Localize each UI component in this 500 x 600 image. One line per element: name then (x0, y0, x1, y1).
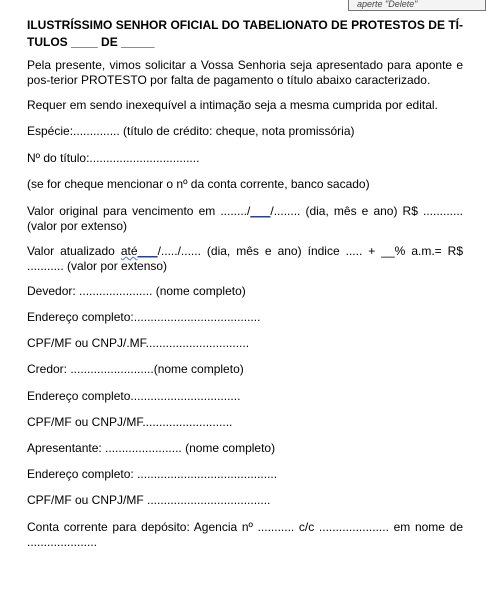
endereco-credor-field: Endereço completo................................. (27, 389, 241, 403)
valor-atualizado-pre: Valor atualizado (27, 244, 121, 258)
cpf-devedor-field: CPF/MF ou CNPJ/.MF............................... (27, 336, 250, 350)
valor-atualizado-field (27, 244, 467, 274)
intro-paragraph: Pela presente, vimos solicitar a Vossa Senhoria seja apresentado para aponte e pos-terior PROTESTO por falta de pagamento o título abaixo caracterizado. (27, 58, 467, 87)
valor-atualizado-post: /...../...... (dia, mês e ano) índice ..... + __% a.m.= R$ ........... (valor por extenso) (27, 244, 467, 273)
especie-field: Espécie:.............. (título de crédito: cheque, nota promissória) (27, 124, 355, 138)
endereco-devedor-field: Endereço completo:...................................... (27, 310, 261, 324)
apresentante-field: Apresentante: ....................... (nome completo) (27, 441, 276, 455)
tooltip: aperte "Delete" (348, 0, 486, 11)
devedor-field: Devedor: ...................... (nome completo) (27, 284, 246, 298)
valor-atualizado-blank: ___ (137, 244, 158, 258)
endereco-apresentante-field: Endereço completo: .......................................... (27, 467, 278, 481)
conta-corrente-field: Conta corrente para depósito: Agencia nº ........... c/c ..................... em nome de ..................... (27, 520, 467, 549)
numero-titulo-field: Nº do título:................................. (27, 151, 200, 165)
valor-atualizado-ate: até (120, 244, 138, 258)
cpf-credor-field: CPF/MF ou CNPJ/MF........................... (27, 415, 233, 429)
requer-paragraph: Requer em sendo inexequível a intimação seja a mesma cumprida por edital. (27, 98, 438, 112)
cheque-note: (se for cheque mencionar o nº da conta corrente, banco sacado) (27, 177, 370, 191)
valor-original-field (27, 204, 467, 234)
cpf-apresentante-field: CPF/MF ou CNPJ/MF ..................................... (27, 493, 271, 507)
valor-original-blank: ___ (250, 204, 271, 218)
credor-field: Credor: .........................(nome completo) (27, 362, 244, 376)
valor-original-pre: Valor original para vencimento em ......../ (27, 204, 251, 218)
valor-original-post: /........ (dia, mês e ano) R$ ............ (valor por extenso) (27, 204, 467, 233)
document-heading: ILUSTRÍSSIMO SENHOR OFICIAL DO TABELIONATO DE PROTESTOS DE TÍ-TULOS ____ DE _____ (27, 18, 463, 49)
